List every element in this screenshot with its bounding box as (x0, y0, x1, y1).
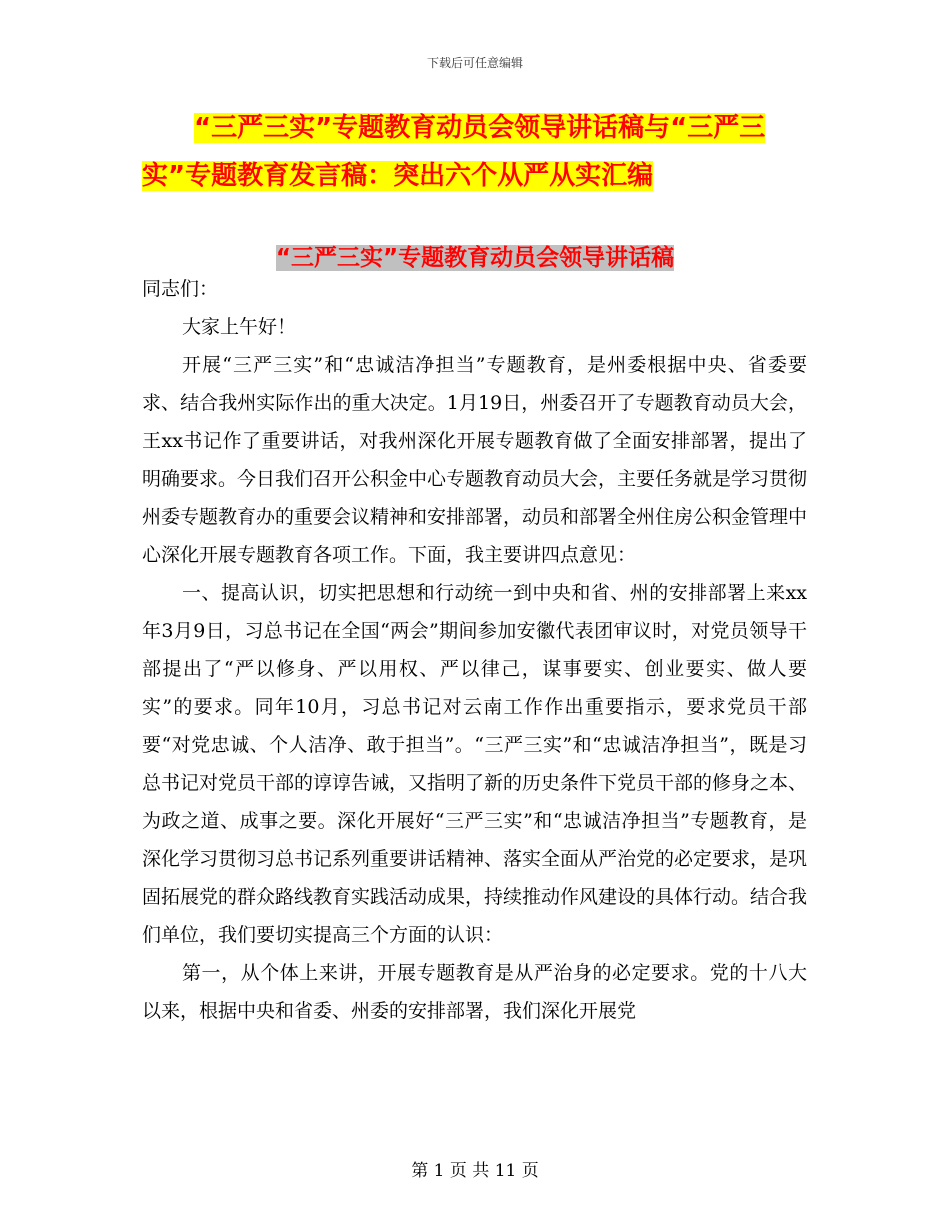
sub-title-text: “三严三实”专题教育动员会领导讲话稿 (275, 245, 675, 271)
greeting: 大家上午好！ (182, 316, 297, 338)
body-paragraph: 第一，从个体上来讲，开展专题教育是从严治身的必定要求。党的十八大以来，根据中央和省委、州委的安排部署，我们深化开展党 (142, 962, 807, 1022)
main-title-text: “三严三实”专题教育动员会领导讲话稿与“三严三实”专题教育发言稿：突出六个从严从实汇编 (142, 113, 766, 191)
salutation: 同志们： (142, 278, 219, 300)
document-main-title (142, 104, 810, 200)
body-paragraph: 一、提高认识，切实把思想和行动统一到中央和省、州的安排部署上来xx年3月9日，习总书记在全国“两会”期间参加安徽代表团审议时，对党员领导干部提出了“严以修身、严以用权、严以律己，谋事要实、创业要实、做人要实”的要求。同年10月，习总书记对云南工作作出重要指示，要求党员干部要“对党忠诚、个人洁净、敢于担当”。“三严三实”和“忠诚洁净担当”，既是习总书记对党员干部的谆谆告诫，又指明了新的历史条件下党员干部的修身之本、为政之道、成事之要。深化开展好“三严三实”和“忠诚洁净担当”专题教育，是深化学习贯彻习总书记系列重要讲话精神、落实全面从严治党的必定要求，是巩固拓展党的群众路线教育实践活动成果，持续推动作风建设的具体行动。结合我们单位，我们要切实提高三个方面的认识： (142, 582, 808, 946)
body-paragraph: 开展“三严三实”和“忠诚洁净担当”专题教育，是州委根据中央、省委要求、结合我州实际作出的重大决定。1月19日，州委召开了专题教育动员大会，王xx书记作了重要讲话，对我州深化开展专题教育做了全面安排部署，提出了明确要求。今日我们召开公积金中心专题教育动员大会，主要任务就是学习贯彻州委专题教育办的重要会议精神和安排部署，动员和部署全州住房公积金管理中心深化开展专题教育各项工作。下面，我主要讲四点意见： (142, 354, 808, 566)
document-body (142, 270, 807, 1030)
page-number-footer: 第 1 页 共 11 页 (411, 1161, 539, 1181)
header-note: 下载后可任意编辑 (426, 56, 523, 70)
